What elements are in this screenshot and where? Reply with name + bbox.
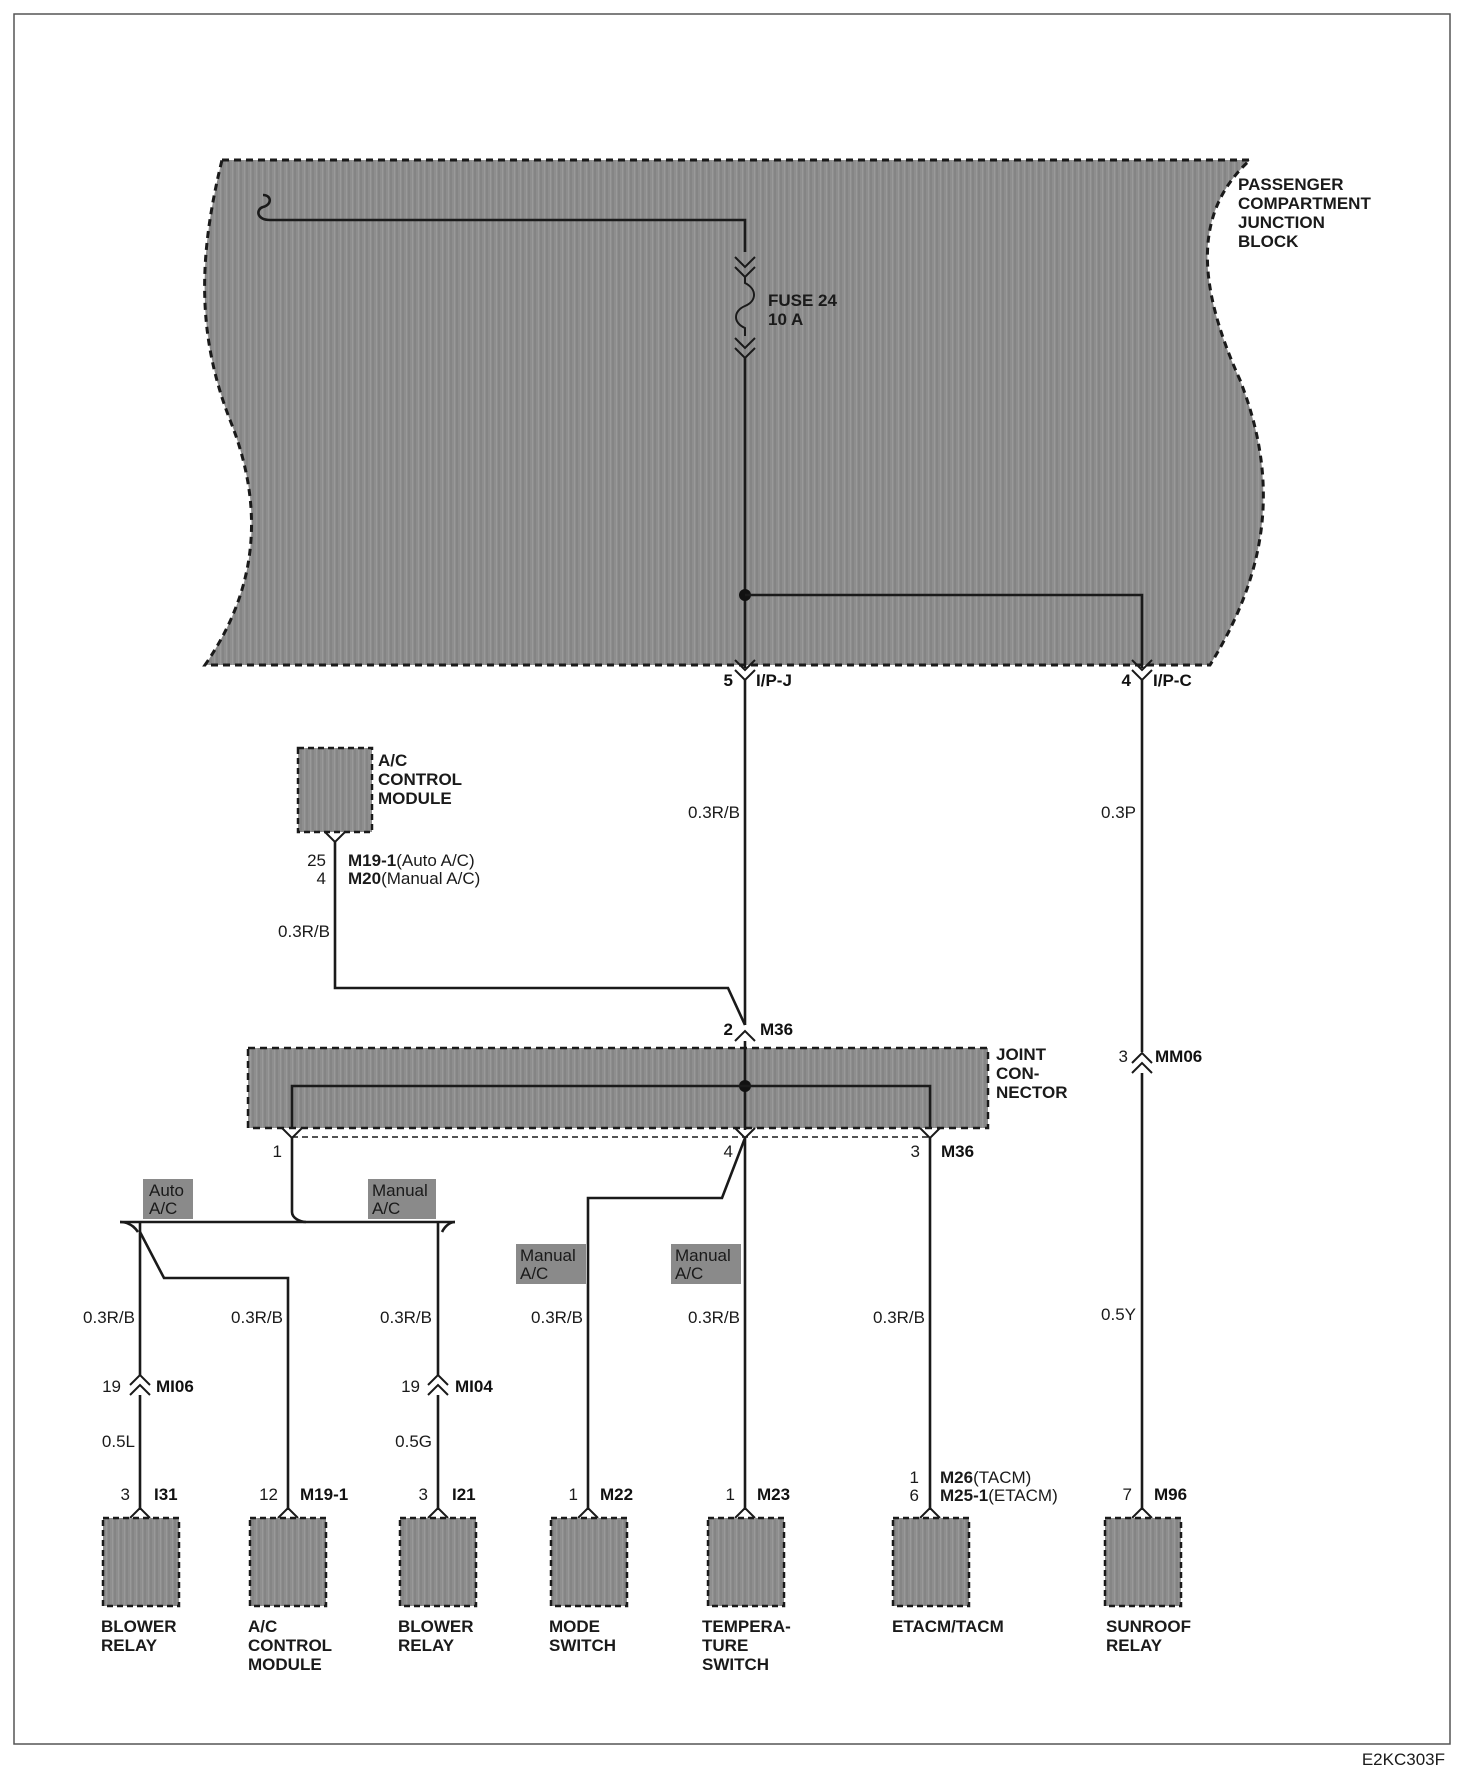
auto-ac-tag-line1: Auto xyxy=(149,1181,184,1200)
joint-in-connector xyxy=(724,1020,794,1041)
svg-text:I21: I21 xyxy=(452,1485,476,1504)
fuse-label: FUSE 24 xyxy=(768,291,837,310)
svg-text:M26(TACM): M26(TACM) xyxy=(940,1468,1032,1487)
junction-block-title xyxy=(1238,175,1371,251)
svg-text:2: 2 xyxy=(723,1020,733,1039)
svg-text:SUNROOF: SUNROOF xyxy=(1106,1617,1191,1636)
manual-ac-tag-left-line2: A/C xyxy=(372,1199,401,1218)
blower-relay-auto xyxy=(101,1485,179,1655)
blower-manual-wire-top-label: 0.3R/B xyxy=(380,1308,432,1327)
manual-ac-tag-temp-line2: A/C xyxy=(675,1264,704,1283)
auto-manual-drop xyxy=(292,1138,306,1222)
svg-text:A/C: A/C xyxy=(378,751,408,770)
svg-text:NECTOR: NECTOR xyxy=(996,1083,1068,1102)
svg-text:3: 3 xyxy=(120,1485,130,1504)
svg-text:CONTROL: CONTROL xyxy=(248,1636,333,1655)
mm06-connector xyxy=(1119,1047,1203,1073)
manual-ac-tag-temp-line1: Manual xyxy=(675,1246,731,1265)
temperature-switch xyxy=(702,1485,791,1674)
svg-text:JUNCTION: JUNCTION xyxy=(1238,213,1325,232)
svg-text:1: 1 xyxy=(909,1468,919,1487)
svg-text:19: 19 xyxy=(401,1377,420,1396)
svg-text:A/C: A/C xyxy=(248,1617,278,1636)
blower-auto-wire-bottom-label: 0.5L xyxy=(101,1432,135,1451)
svg-text:M25-1(ETACM): M25-1(ETACM) xyxy=(940,1486,1058,1505)
svg-text:COMPARTMENT: COMPARTMENT xyxy=(1238,194,1371,213)
svg-text:M23: M23 xyxy=(757,1485,791,1504)
svg-text:RELAY: RELAY xyxy=(101,1636,158,1655)
svg-text:3: 3 xyxy=(1118,1047,1128,1066)
svg-text:I/P-C: I/P-C xyxy=(1153,671,1192,690)
svg-text:SWITCH: SWITCH xyxy=(549,1636,617,1655)
svg-text:25: 25 xyxy=(307,851,326,870)
svg-text:CON-: CON- xyxy=(996,1064,1040,1083)
svg-text:4: 4 xyxy=(1121,671,1131,690)
svg-text:M20(Manual A/C): M20(Manual A/C) xyxy=(348,869,481,888)
joint-out-pin4-label: 4 xyxy=(723,1142,733,1161)
blower-relay-manual xyxy=(398,1485,476,1655)
svg-text:7: 7 xyxy=(1122,1485,1132,1504)
svg-text:M19-1: M19-1 xyxy=(300,1485,349,1504)
etacm-wire-label: 0.3R/B xyxy=(873,1308,925,1327)
manual-ac-tag-mode-line2: A/C xyxy=(520,1264,549,1283)
svg-text:M22: M22 xyxy=(600,1485,634,1504)
etacm-tacm xyxy=(892,1468,1058,1636)
ac-control-module-box xyxy=(298,748,372,832)
svg-text:MI04: MI04 xyxy=(455,1377,493,1396)
svg-text:BLOCK: BLOCK xyxy=(1238,232,1299,251)
blower-manual-wire-bottom-label: 0.5G xyxy=(395,1432,432,1451)
svg-text:TEMPERA-: TEMPERA- xyxy=(702,1617,791,1636)
ipj-wire-label: 0.3R/B xyxy=(688,803,740,822)
svg-text:MODE: MODE xyxy=(549,1617,600,1636)
svg-text:5: 5 xyxy=(723,671,733,690)
svg-text:SWITCH: SWITCH xyxy=(702,1655,770,1674)
svg-text:JOINT: JOINT xyxy=(996,1045,1047,1064)
ipc-wire-label: 0.3P xyxy=(1101,803,1136,822)
svg-text:I31: I31 xyxy=(154,1485,178,1504)
svg-text:3: 3 xyxy=(418,1485,428,1504)
bus-right-curl xyxy=(442,1222,455,1232)
junction-block-shape xyxy=(205,160,1264,665)
ac-module-connector xyxy=(325,832,345,842)
svg-text:12: 12 xyxy=(259,1485,278,1504)
temp-switch-wire-label: 0.3R/B xyxy=(688,1308,740,1327)
sunroof-wire-label: 0.5Y xyxy=(1101,1305,1136,1324)
svg-text:ETACM/TACM: ETACM/TACM xyxy=(892,1617,1004,1636)
svg-text:MODULE: MODULE xyxy=(378,789,452,808)
svg-text:RELAY: RELAY xyxy=(398,1636,455,1655)
bus-left-curl xyxy=(120,1222,138,1232)
svg-text:4: 4 xyxy=(316,869,326,888)
svg-text:MM06: MM06 xyxy=(1155,1047,1203,1066)
ac-module-wire-label: 0.3R/B xyxy=(278,922,330,941)
mode-switch xyxy=(549,1485,633,1655)
svg-text:RELAY: RELAY xyxy=(1106,1636,1163,1655)
svg-text:1: 1 xyxy=(568,1485,578,1504)
svg-text:BLOWER: BLOWER xyxy=(398,1617,474,1636)
ac-module-branch-wire-label: 0.3R/B xyxy=(231,1308,283,1327)
figure-code: E2KC303F xyxy=(1361,1750,1445,1769)
svg-text:CONTROL: CONTROL xyxy=(378,770,463,789)
joint-connector-name xyxy=(996,1045,1067,1102)
joint-out-pin1-label: 1 xyxy=(272,1142,282,1161)
mi04-connector xyxy=(401,1375,493,1396)
fuse-rating: 10 A xyxy=(768,310,804,329)
ac-control-module-bottom xyxy=(248,1485,348,1674)
joint-out-conn-label: M36 xyxy=(941,1142,975,1161)
svg-text:M96: M96 xyxy=(1154,1485,1188,1504)
manual-ac-tag-left-line1: Manual xyxy=(372,1181,428,1200)
manual-ac-tag-mode-line1: Manual xyxy=(520,1246,576,1265)
sunroof-relay xyxy=(1105,1485,1191,1655)
ac-module-pin-labels xyxy=(307,851,480,888)
ac-module-branch-wire xyxy=(140,1232,288,1510)
auto-ac-tag-line2: A/C xyxy=(149,1199,178,1218)
svg-text:M19-1(Auto A/C): M19-1(Auto A/C) xyxy=(348,851,475,870)
svg-text:BLOWER: BLOWER xyxy=(101,1617,177,1636)
ac-control-module-name xyxy=(378,751,462,808)
svg-text:MODULE: MODULE xyxy=(248,1655,322,1674)
svg-text:M36: M36 xyxy=(760,1020,794,1039)
svg-text:TURE: TURE xyxy=(702,1636,749,1655)
blower-auto-wire-top-label: 0.3R/B xyxy=(83,1308,135,1327)
mode-switch-wire-label: 0.3R/B xyxy=(531,1308,583,1327)
svg-text:I/P-J: I/P-J xyxy=(756,671,792,690)
svg-text:1: 1 xyxy=(725,1485,735,1504)
mi06-connector xyxy=(102,1375,194,1396)
svg-text:19: 19 xyxy=(102,1377,121,1396)
joint-out-pin3-label: 3 xyxy=(910,1142,920,1161)
svg-text:6: 6 xyxy=(909,1486,919,1505)
svg-text:PASSENGER: PASSENGER xyxy=(1238,175,1344,194)
joint-connector-box xyxy=(248,1048,988,1128)
svg-text:MI06: MI06 xyxy=(156,1377,194,1396)
